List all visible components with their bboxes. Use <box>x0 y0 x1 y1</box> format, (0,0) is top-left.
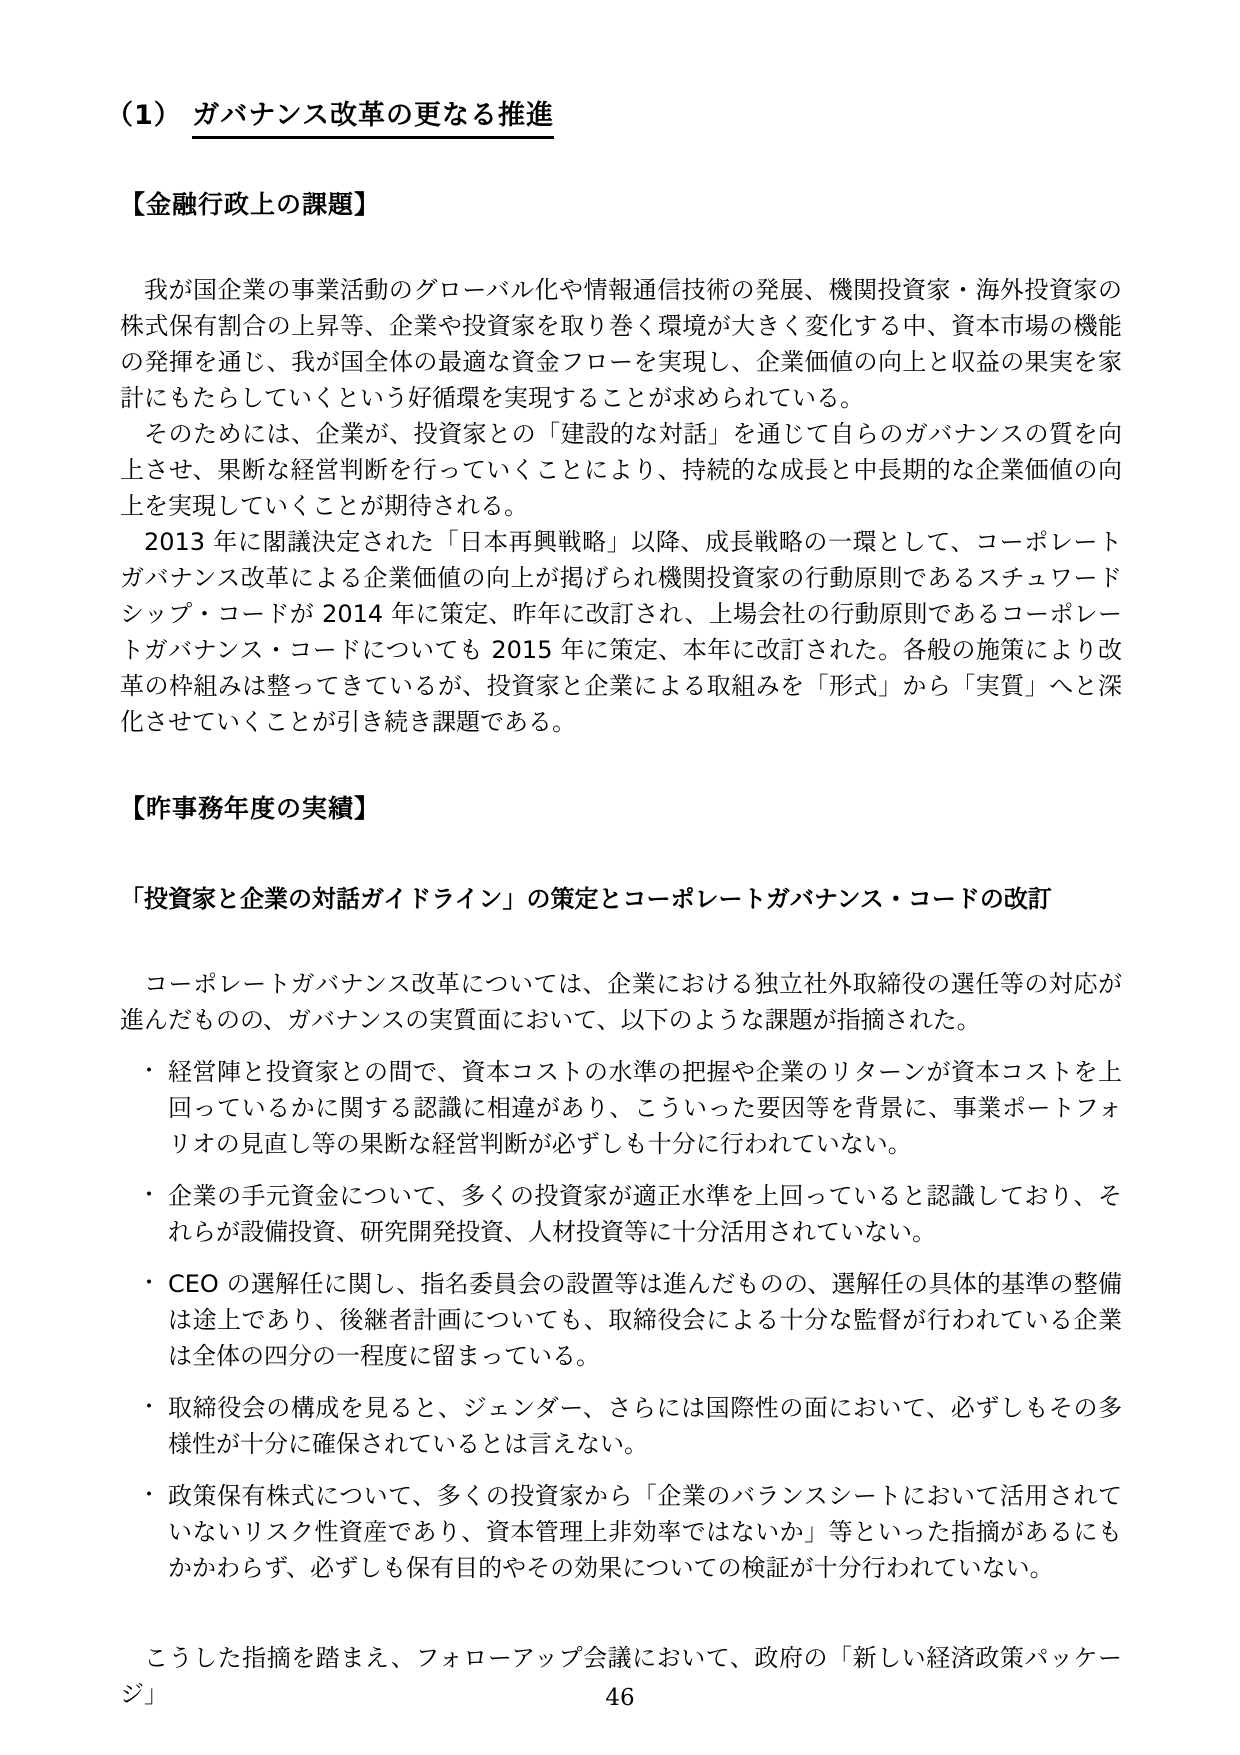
title-text: ガバナンス改革の更なる推進 <box>192 100 554 139</box>
title-number: （1） <box>106 100 182 131</box>
title-spacer <box>182 100 192 131</box>
list-item <box>138 1054 1122 1162</box>
bullet-text-board-diversity: 取締役会の構成を見ると、ジェンダー、さらには国際性の面において、必ずしもその多様性が十分に確保されているとは言えない。 <box>168 1394 1122 1458</box>
bullet-icon: ・ <box>138 1271 161 1296</box>
paragraph-dialogue: そのためには、企業が、投資家との「建設的な対話」を通じて自らのガバナンスの質を向上させ、果断な経営判断を行っていくことにより、持続的な成長と中長期的な企業価値の向上を実現していくことが期待される。 <box>120 420 1122 520</box>
issues-bullet-list <box>120 1054 1122 1586</box>
paragraph-followup: こうした指摘を踏まえ、フォローアップ会議において、政府の「新しい経済政策パッケージ」 <box>120 1644 1122 1708</box>
bullet-text-ceo-selection: CEO の選解任に関し、指名委員会の設置等は進んだものの、選解任の具体的基準の整備は途上であり、後継者計画についても、取締役会による十分な監督が行われている企業は全体の四分の一程度に留まっている。 <box>168 1270 1122 1370</box>
subsection-heading-guideline: 「投資家と企業の対話ガイドライン」の策定とコーポレートガバナンス・コードの改訂 <box>120 885 1052 913</box>
paragraph-codes-history: 2013 年に閣議決定された「日本再興戦略」以降、成長戦略の一環として、コーポレートガバナンス改革による企業価値の向上が掲げられ機関投資家の行動原則であるスチュワードシップ・コードが 2014 年に策定、昨年に改訂され、上場会社の行動原則であるコーポレートガバナンス・コードについても 2015 年に策定、本年に改訂された。各般の施策により改革の枠組みは整ってきているが、投資家と企業による取組みを「形式」から「実質」へと深化させていくことが引き続き課題である。 <box>120 528 1122 736</box>
list-item <box>138 1178 1122 1250</box>
paragraph-circumstances: 我が国企業の事業活動のグローバル化や情報通信技術の発展、機関投資家・海外投資家の株式保有割合の上昇等、企業や投資家を取り巻く環境が大きく変化する中、資本市場の機能の発揮を通じ、我が国全体の最適な資金フローを実現し、企業価値の向上と収益の果実を家計にもたらしていくという好循環を実現することが求められている。 <box>120 276 1122 412</box>
list-item <box>138 1266 1122 1374</box>
bullet-icon: ・ <box>138 1483 161 1508</box>
section-heading-issues: 【金融行政上の課題】 <box>120 190 381 219</box>
section-heading-results: 【昨事務年度の実績】 <box>120 794 381 823</box>
paragraph-governance-issues-intro: コーポレートガバナンス改革については、企業における独立社外取締役の選任等の対応が進んだものの、ガバナンスの実質面において、以下のような課題が指摘された。 <box>120 970 1122 1034</box>
bullet-text-cash-reserves: 企業の手元資金について、多くの投資家が適正水準を上回っていると認識しており、それらが設備投資、研究開発投資、人材投資等に十分活用されていない。 <box>168 1182 1122 1246</box>
bullet-icon: ・ <box>138 1395 161 1420</box>
page-number: 46 <box>605 1685 635 1711</box>
bullet-text-cross-shareholdings: 政策保有株式について、多くの投資家から「企業のバランスシートにおいて活用されていないリスク性資産であり、資本管理上非効率ではないか」等といった指摘があるにもかかわらず、必ずしも保有目的やその効果についての検証が十分行われていない。 <box>168 1482 1122 1582</box>
bullet-icon: ・ <box>138 1059 161 1084</box>
page-title <box>106 96 1122 136</box>
bullet-icon: ・ <box>138 1183 161 1208</box>
list-item <box>138 1390 1122 1462</box>
bullet-text-capital-cost: 経営陣と投資家との間で、資本コストの水準の把握や企業のリターンが資本コストを上回っているかに関する認識に相違があり、こういった要因等を背景に、事業ポートフォリオの見直し等の果断な経営判断が必ずしも十分に行われていない。 <box>168 1058 1122 1158</box>
list-item <box>138 1478 1122 1586</box>
